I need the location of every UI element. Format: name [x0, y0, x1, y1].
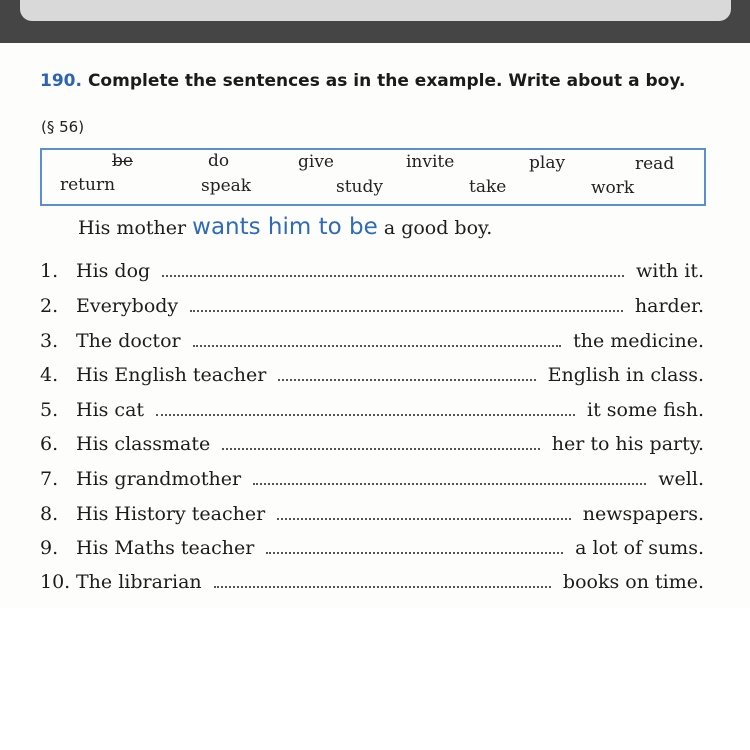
word-box-item: do [208, 151, 230, 171]
word-box-item: be [112, 151, 133, 171]
answer-blank[interactable] [266, 542, 563, 554]
exercise-heading [40, 70, 708, 92]
sentence-row [40, 537, 704, 563]
example-answer: wants him to be [192, 214, 378, 240]
word-box-item: read [635, 154, 675, 174]
exercise-number: 190. [40, 71, 82, 91]
word-box-item: take [469, 177, 507, 197]
sentence-ending: with it. [635, 260, 704, 282]
answer-blank[interactable] [277, 508, 571, 520]
sentence-ending: a lot of sums. [575, 537, 704, 559]
sentence-row [40, 399, 704, 425]
exercise-instruction: Complete the sentences as in the example. Write about a boy. [87, 71, 686, 91]
sentence-ending: it some fish. [587, 399, 704, 421]
sentence-row [40, 503, 704, 529]
sentence-number: 3. [40, 330, 59, 352]
sentence-ending: English in class. [547, 364, 704, 386]
answer-blank[interactable] [156, 404, 575, 416]
sentence-row [40, 468, 704, 494]
answer-blank[interactable] [278, 369, 535, 381]
answer-blank[interactable] [253, 473, 646, 485]
sentence-number: 6. [40, 433, 59, 455]
sentence-number: 10. [40, 571, 71, 593]
example-text-before: His mother [78, 217, 193, 239]
answer-blank[interactable] [162, 265, 624, 277]
sentence-number: 4. [40, 364, 59, 386]
sentence-subject: The doctor [76, 330, 181, 352]
sentence-ending: the medicine. [573, 330, 704, 352]
sentence-number: 7. [40, 468, 59, 490]
answer-blank[interactable] [222, 438, 540, 450]
sentence-ending: well. [658, 468, 704, 490]
sentence-subject: His classmate [76, 433, 211, 455]
word-box-item: invite [406, 152, 455, 172]
word-box-item: speak [201, 176, 252, 196]
word-box-item: play [529, 153, 566, 173]
word-box-item: study [336, 177, 383, 197]
sentence-subject: His Maths teacher [76, 537, 255, 559]
sentence-ending: books on time. [562, 571, 704, 593]
sentence-row [40, 330, 704, 356]
sentence-number: 1. [40, 260, 59, 282]
sentence-ending: her to his party. [551, 433, 704, 455]
sentence-row [40, 364, 704, 390]
sentence-subject: His cat [76, 399, 145, 421]
sentence-row [40, 260, 704, 286]
viewer-address-pill[interactable] [20, 0, 731, 21]
sentence-subject: His grandmother [76, 468, 242, 490]
sentence-row [40, 571, 704, 597]
answer-blank[interactable] [190, 300, 623, 312]
example-sentence [78, 214, 492, 240]
sentence-number: 9. [40, 537, 59, 559]
sentence-row [40, 295, 704, 321]
viewer-top-bar [0, 0, 750, 43]
sentence-subject: His History teacher [76, 503, 266, 525]
sentence-subject: Everybody [76, 295, 179, 317]
sentence-number: 5. [40, 399, 59, 421]
example-text-after: a good boy. [377, 217, 493, 239]
sentence-row [40, 433, 704, 459]
sentence-subject: His English teacher [76, 364, 267, 386]
word-box-item: return [60, 175, 116, 195]
answer-blank[interactable] [193, 335, 562, 347]
sentence-subject: The librarian [76, 571, 202, 593]
word-box [40, 148, 706, 206]
sentence-ending: newspapers. [582, 503, 704, 525]
word-box-item: work [591, 178, 635, 198]
section-reference: (§ 56) [41, 118, 85, 136]
sentence-subject: His dog [76, 260, 151, 282]
sentence-ending: harder. [634, 295, 704, 317]
sentence-number: 8. [40, 503, 59, 525]
answer-blank[interactable] [214, 576, 551, 588]
sentence-number: 2. [40, 295, 59, 317]
word-box-item: give [298, 152, 334, 172]
